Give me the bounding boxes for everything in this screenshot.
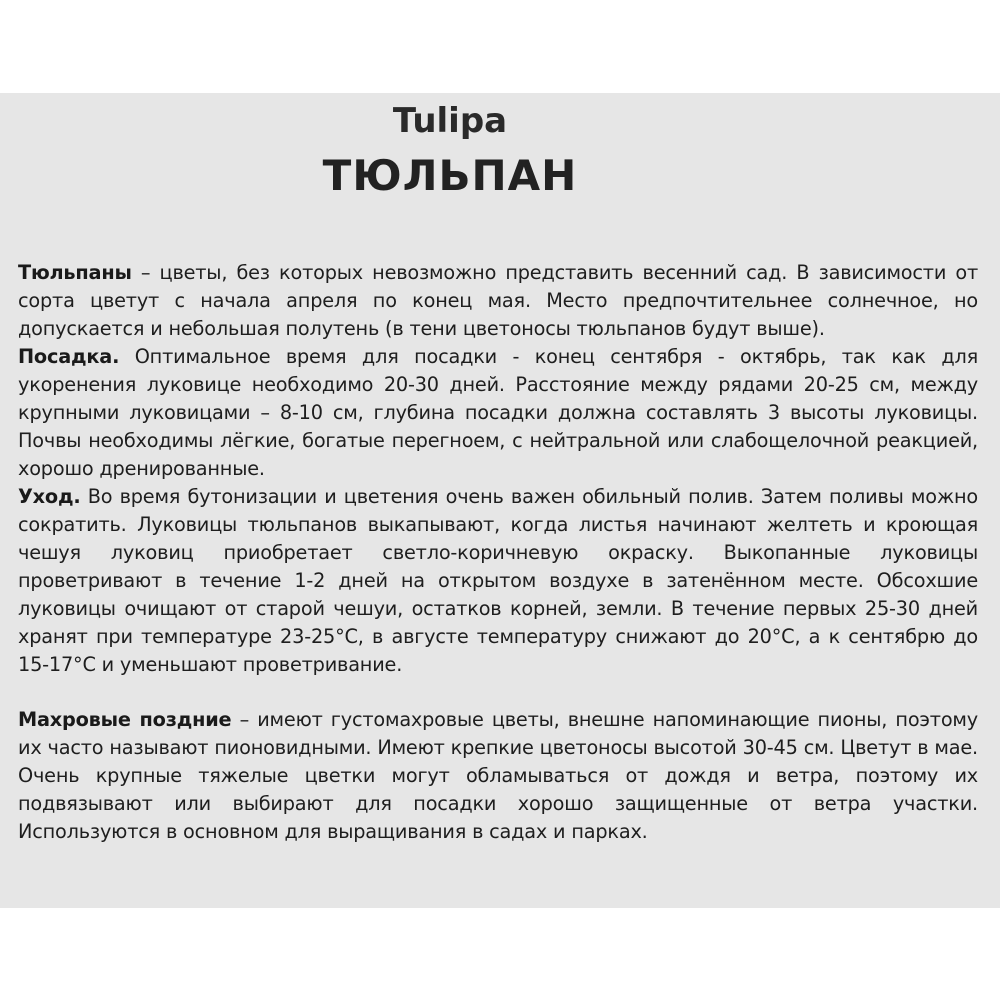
paragraph-text: Во время бутонизации и цветения очень важен обильный полив. Затем поливы можно сократить. Луковицы тюльпанов выкапывают, когда листья начинают желтеть и кроющая чешуя луковиц приобретает светло-коричневую окраску. Выкопанные луковицы проветривают в течение 1-2 дней на открытом воздухе в затенённом месте. Обсохшие луковицы очищают от старой чешуи, остатков корней, земли. В течение первых 25-30 дней хранят при температуре 23-25°C, в августе температуру снижают до 20°C, а к сентябрю до 15-17°C и уменьшают проветривание. — [18, 485, 978, 676]
paragraph-planting — [18, 343, 978, 483]
paragraph-text: – цветы, без которых невозможно представить весенний сад. В зависимости от сорта цветут с начала апреля по конец мая. Место предпочтительнее солнечное, но допускается и небольшая полутень (в тени цветоносы тюльпанов будут выше). — [18, 261, 978, 340]
paragraph-gap — [18, 679, 978, 706]
paragraph-intro — [18, 259, 978, 343]
seed-packet-back — [0, 93, 1000, 908]
paragraph-lead: Уход. — [18, 485, 81, 508]
latin-name: Tulipa — [392, 101, 508, 141]
paragraph-lead: Посадка. — [18, 345, 120, 368]
paragraph-text: Оптимальное время для посадки - конец сентября - октябрь, так как для укоренения луковице необходимо 20-30 дней. Расстояние между рядами 20-25 см, между крупными луковицами – 8-10 см, глубина посадки должна составлять 3 высоты луковицы. Почвы необходимы лёгкие, богатые перегноем, с нейтральной или слабощелочной реакцией, хорошо дренированные. — [18, 345, 978, 480]
paragraph-text: – имеют густомахровые цветы, внешне напоминающие пионы, поэтому их часто называют пионовидными. Имеют крепкие цветоносы высотой 30-45 см. Цветут в мае. Очень крупные тяжелые цветки могут обламываться от дождя и ветра, поэтому их подвязывают или выбирают для посадки хорошо защищенные от ветра участки. Используются в основном для выращивания в садах и парках. — [18, 708, 978, 843]
description-text — [18, 259, 978, 846]
paragraph-care — [18, 483, 978, 679]
paragraph-variety — [18, 706, 978, 846]
russian-name: ТЮЛЬПАН — [322, 151, 578, 200]
paragraph-lead: Тюльпаны — [18, 261, 132, 284]
paragraph-lead: Махровые поздние — [18, 708, 232, 731]
